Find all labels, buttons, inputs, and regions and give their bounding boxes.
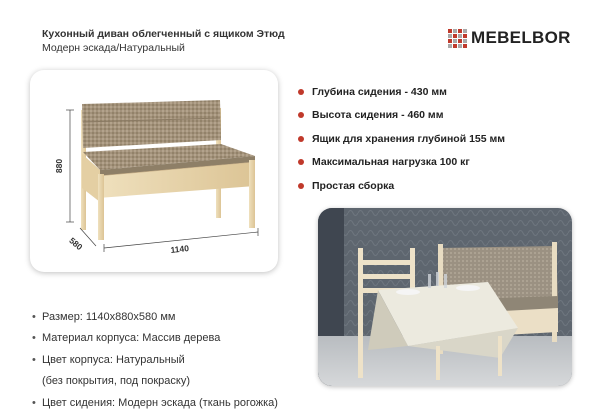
product-title: Кухонный диван облегченный с ящиком Этюд [42, 28, 285, 40]
logo-square [453, 34, 457, 38]
bullet-icon [298, 159, 304, 165]
logo-square [453, 39, 457, 43]
logo-square [453, 44, 457, 48]
bullet-icon [298, 112, 304, 118]
dimension-diagram [30, 70, 278, 272]
height-label: 880 [54, 158, 64, 174]
brand-grid-icon [448, 29, 467, 48]
bullet-icon [298, 183, 304, 189]
spec-item: (без покрытия, под покраску) [42, 375, 191, 388]
logo-square [448, 44, 452, 48]
logo-square [448, 29, 452, 33]
logo-square [463, 29, 467, 33]
feature-item: Простая сборка [298, 174, 505, 198]
logo-square [458, 44, 462, 48]
logo-square [448, 39, 452, 43]
logo-square [463, 44, 467, 48]
logo-square [458, 34, 462, 38]
brand-name: MEBELBOR [471, 28, 571, 47]
bullet-icon [298, 89, 304, 95]
interior-scene [318, 208, 572, 386]
feature-item: Ящик для хранения глубиной 155 мм [298, 127, 505, 151]
sofa-drawing [30, 70, 278, 272]
feature-item: Высота сидения - 460 мм [298, 104, 505, 128]
bullet-icon [298, 136, 304, 142]
brand-logo [448, 28, 571, 48]
feature-item: Максимальная нагрузка 100 кг [298, 151, 505, 175]
spec-item: • Цвет сидения: Модерн эскада (ткань рогожка) [32, 396, 278, 409]
bullet-icon: • [32, 332, 36, 345]
front-leg-left [98, 174, 104, 240]
depth-label: 580 [67, 235, 85, 253]
spec-list [32, 306, 278, 414]
bullet-icon: • [32, 310, 36, 323]
logo-square [463, 34, 467, 38]
logo-square [448, 34, 452, 38]
width-label: 1140 [169, 243, 190, 255]
bullet-icon: • [32, 353, 36, 366]
feature-list [298, 80, 505, 198]
spec-item: • Цвет корпуса: Натуральный [32, 353, 185, 366]
logo-square [458, 29, 462, 33]
spec-item: • Материал корпуса: Массив дерева [32, 332, 221, 345]
logo-square [463, 39, 467, 43]
logo-square [458, 39, 462, 43]
bullet-icon: • [32, 396, 36, 409]
interior-photo [318, 208, 572, 386]
spec-item: • Размер: 1140х880х580 мм [32, 310, 176, 323]
front-leg-right [249, 160, 255, 228]
logo-square [453, 29, 457, 33]
backrest [82, 100, 221, 148]
feature-item: Глубина сидения - 430 мм [298, 80, 505, 104]
product-subtitle: Модерн эскада/Натуральный [42, 42, 185, 54]
